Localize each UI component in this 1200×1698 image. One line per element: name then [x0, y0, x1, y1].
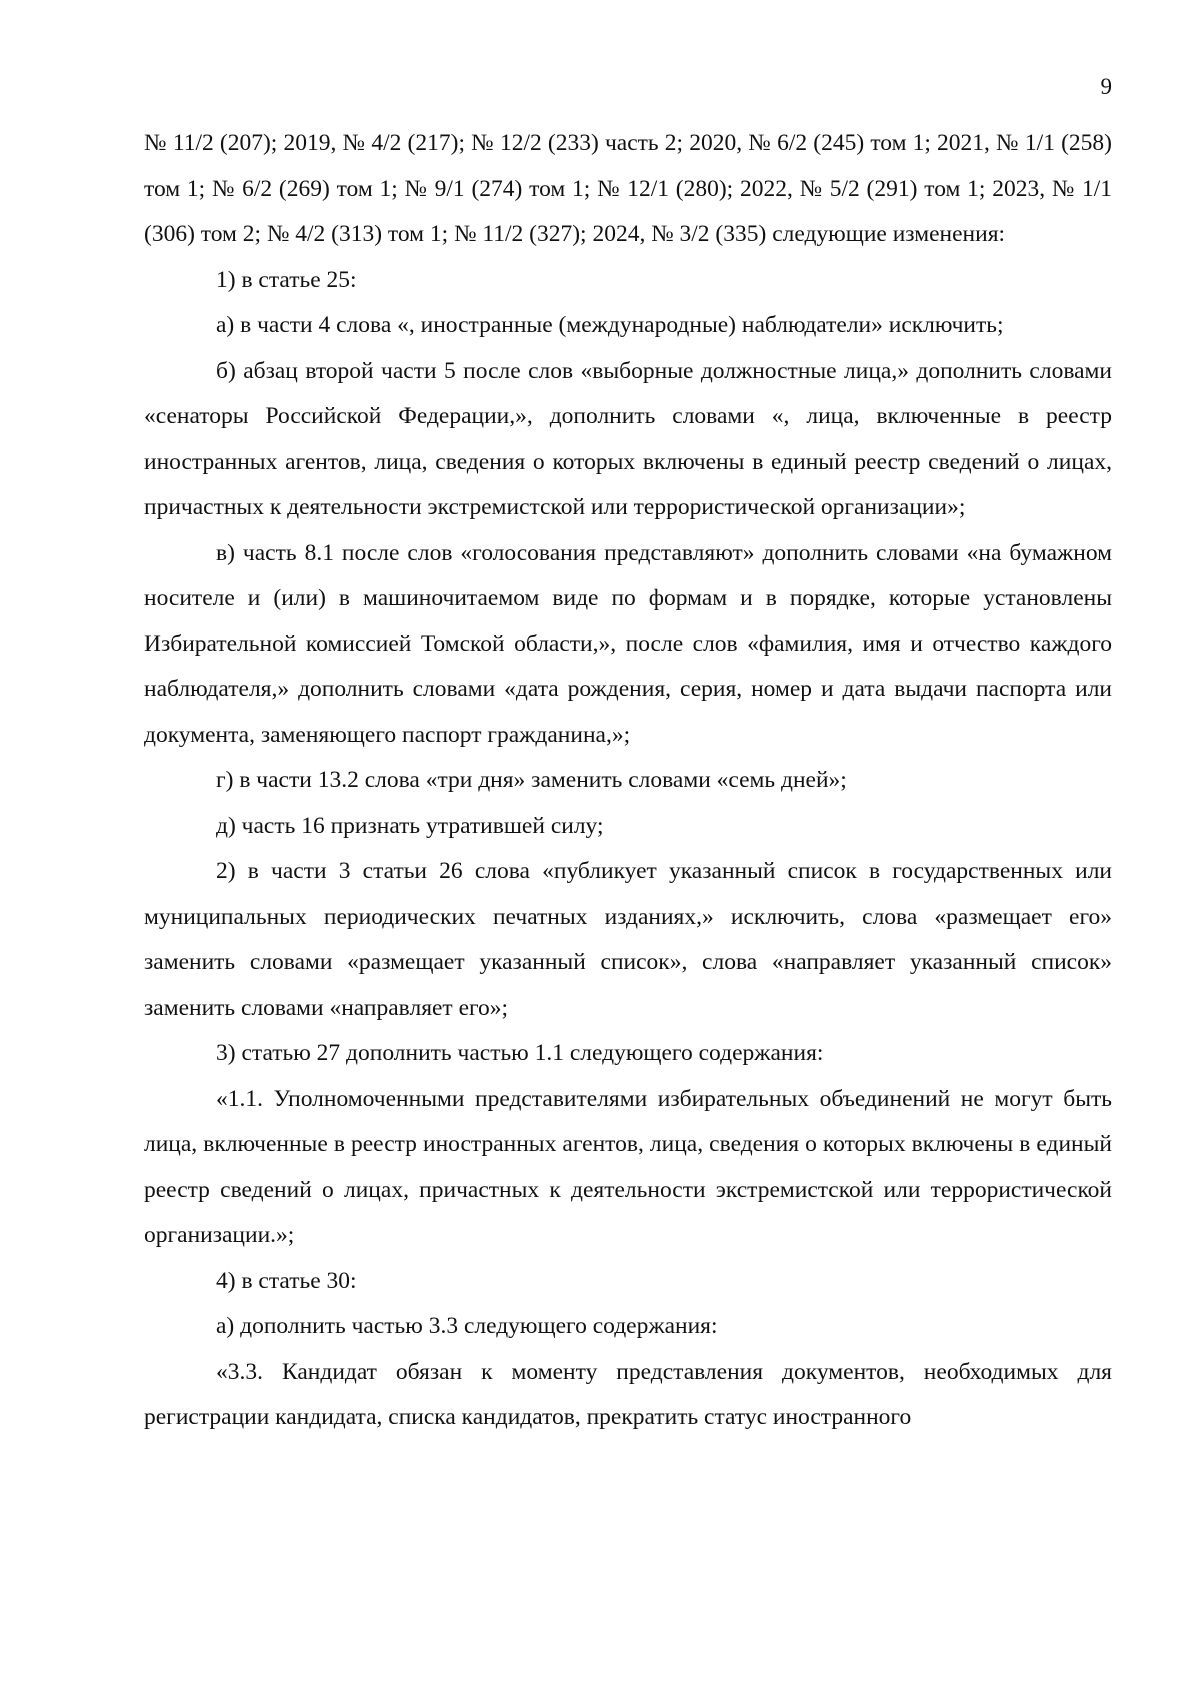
paragraph-item-2: 2) в части 3 статьи 26 слова «публикует указанный список в государственных или муниципальных периодических печатных изданиях,» исключить, слова «размещает его» заменить словами «размещает указанный список», слова «направляет указанный список» заменить словами «направляет его»;	[144, 858, 1112, 1021]
paragraph-quote-3-3: «3.3. Кандидат обязан к моменту представления документов, необходимых для регистрации кандидата, списка кандидатов, прекратить статус иностранного	[144, 1358, 1112, 1430]
paragraph-quote-1-1: «1.1. Уполномоченными представителями избирательных объединений не могут быть лица, включенные в реестр иностранных агентов, лица, сведения о которых включены в единый реестр сведений о лицах, причастных к деятельности экстремистской или террористической организации.»;	[144, 1085, 1112, 1248]
paragraph-item-1g: г) в части 13.2 слова «три дня» заменить словами «семь дней»;	[216, 767, 847, 793]
paragraph-gazette-references: № 11/2 (207); 2019, № 4/2 (217); № 12/2 (233) часть 2; 2020, № 6/2 (245) том 1; 2021, № 1/1 (258) том 1; № 6/2 (269) том 1; № 9/1 (274) том 1; № 12/1 (280); 2022, № 5/2 (291) том 1; 2023, № 1/1 (306) том 2; № 4/2 (313) том 1; № 11/2 (327); 2024, № 3/2 (335) следующие изменения:	[144, 130, 1112, 247]
paragraph-item-1: 1) в статье 25:	[216, 266, 357, 293]
paragraph-item-1a: а) в части 4 слова «, иностранные (международные) наблюдатели» исключить;	[216, 312, 1004, 338]
paragraph-item-4: 4) в статье 30:	[216, 1267, 357, 1294]
paragraph-item-3: 3) статью 27 дополнить частью 1.1 следующего содержания:	[216, 1040, 824, 1066]
paragraph-item-1d: д) часть 16 признать утратившей силу;	[216, 812, 604, 839]
paragraph-item-4a: а) дополнить частью 3.3 следующего содержания:	[216, 1313, 718, 1339]
paragraph-item-1b: б) абзац второй части 5 после слов «выборные должностные лица,» дополнить словами «сенаторы Российской Федерации,», дополнить словами «, лица, включенные в реестр иностранных агентов, лица, сведения о которых включены в единый реестр сведений о лицах, причастных к деятельности экстремистской или террористической организации»;	[144, 357, 1112, 520]
page-number: 9	[1100, 74, 1112, 99]
paragraph-item-1v: в) часть 8.1 после слов «голосования представляют» дополнить словами «на бумажном носителе и (или) в машиночитаемом виде по формам и в порядке, которые установлены Избирательной комиссией Томской области,», после слов «фамилия, имя и отчество каждого наблюдателя,» дополнить словами «дата рождения, серия, номер и дата выдачи паспорта или документа, заменяющего паспорт гражданина,»;	[144, 539, 1112, 748]
document-body	[144, 121, 1112, 1441]
